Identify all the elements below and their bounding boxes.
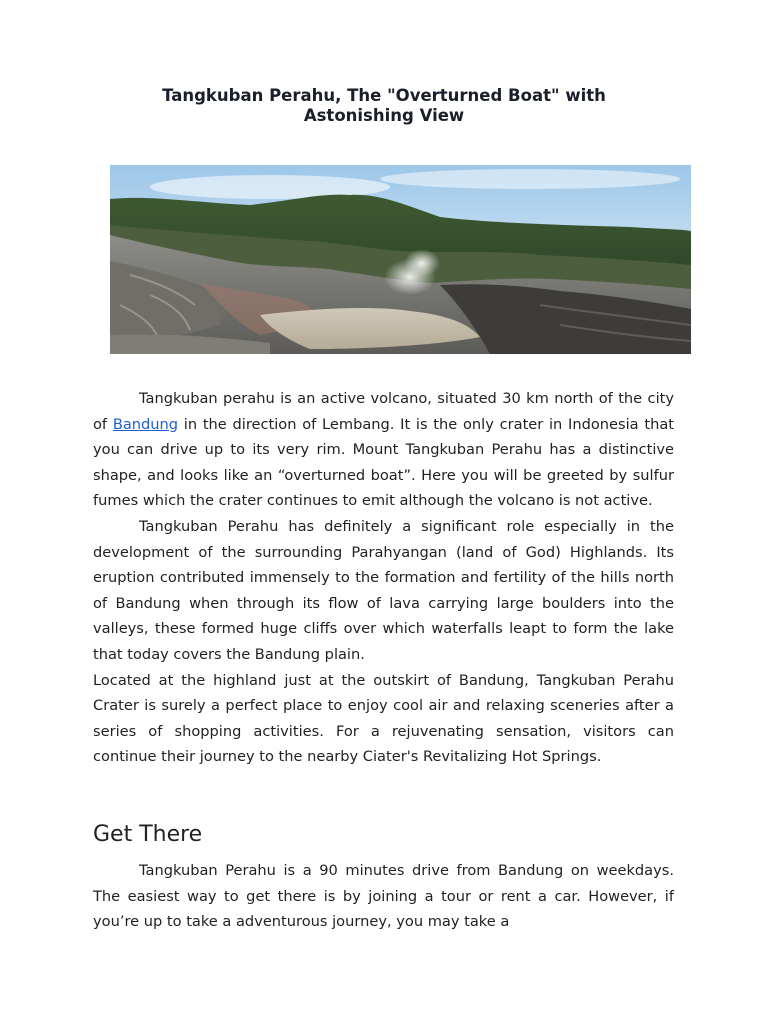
- paragraph-get-there: Tangkuban Perahu is a 90 minutes drive from Bandung on weekdays. The easiest way to get there is by joining a tour or rent a car. However, if you’re up to take a adventurous journey, you may take a: [93, 862, 674, 931]
- section-heading-get-there: Get There: [93, 822, 203, 847]
- paragraph-intro: [93, 386, 674, 514]
- paragraph-history: Tangkuban Perahu has definitely a significant role especially in the development of the surrounding Parahyangan (land of God) Highlands. Its eruption contributed immensely to the formation and fertility of the hills north of Bandung when through its flow of lava carrying large boulders into the valleys, these formed huge cliffs over which waterfalls leapt to form the lake that today covers the Bandung plain.: [93, 517, 674, 663]
- page-title: Tangkuban Perahu, The "Overturned Boat" with Astonishing View: [162, 86, 606, 125]
- bandung-link[interactable]: Bandung: [112, 415, 179, 433]
- intro-text-start: Tangkuban perahu is an active volcano, situated 30 km north of the city of: [93, 390, 674, 433]
- get-there-body: [93, 858, 674, 935]
- paragraph-location: Located at the highland just at the outskirt of Bandung, Tangkuban Perahu Crater is surely a perfect place to enjoy cool air and relaxing sceneries after a series of shopping activities. For a rejuvenating sensation, visitors can continue their journey to the nearby Ciater's Revitalizing Hot Springs.: [93, 671, 674, 766]
- intro-text-end: in the direction of Lembang. It is the only crater in Indonesia that you can drive up to its very rim. Mount Tangkuban Perahu has a distinctive shape, and looks like an “overturned boat”. Here you will be greeted by sulfur fumes which the crater continues to emit although the volcano is not active.: [93, 415, 674, 510]
- article-body: [93, 386, 674, 770]
- crater-photo: [110, 165, 691, 354]
